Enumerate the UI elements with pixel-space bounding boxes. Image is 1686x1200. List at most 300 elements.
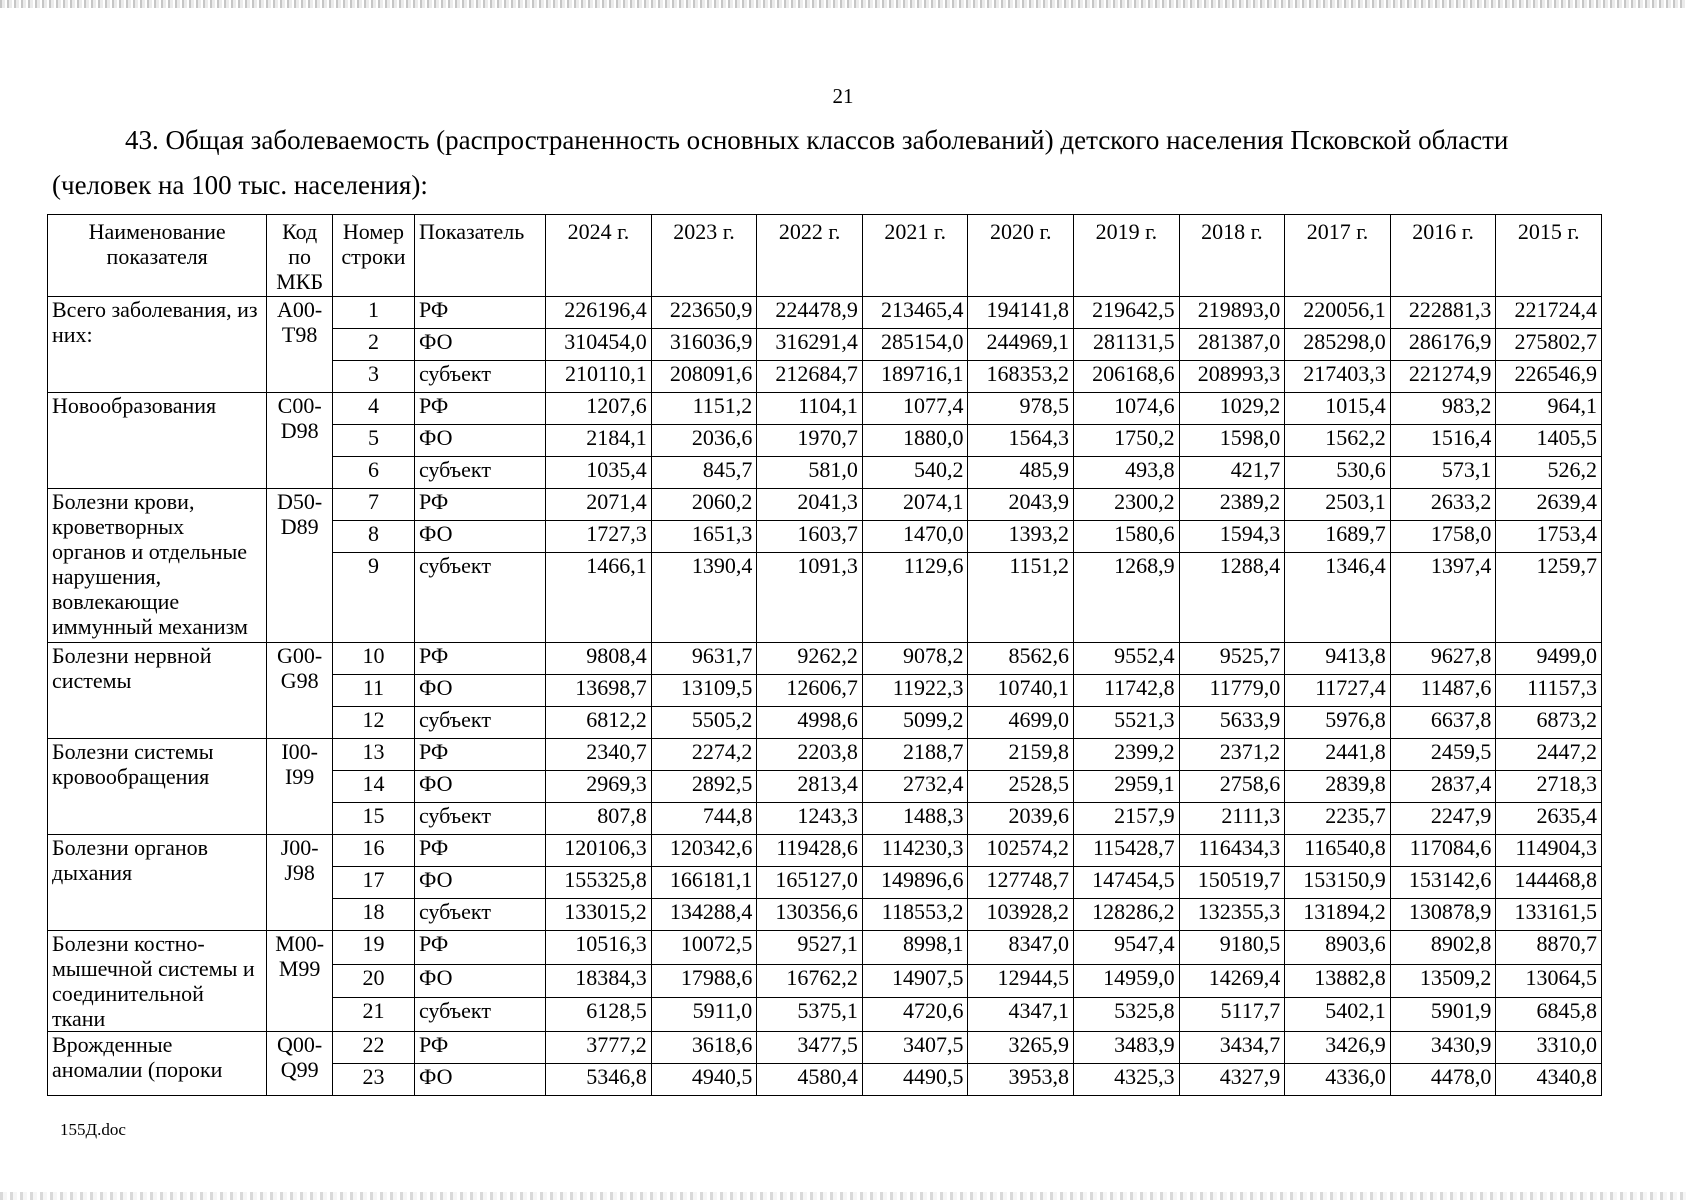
year-value: 5375,1 — [757, 998, 863, 1032]
year-value: 4478,0 — [1390, 1064, 1496, 1096]
year-value: 1466,1 — [546, 553, 652, 643]
year-value: 9547,4 — [1074, 931, 1180, 965]
year-value: 2274,2 — [651, 739, 757, 771]
year-value: 1104,1 — [757, 393, 863, 425]
year-value: 845,7 — [651, 457, 757, 489]
year-value: 1151,2 — [968, 553, 1074, 643]
year-value: 128286,2 — [1074, 899, 1180, 931]
row-number: 23 — [332, 1064, 414, 1096]
year-value: 130356,6 — [757, 899, 863, 931]
year-value: 1035,4 — [546, 457, 652, 489]
year-value: 2633,2 — [1390, 489, 1496, 521]
row-number: 8 — [332, 521, 414, 553]
table-row — [48, 489, 1602, 521]
year-value: 5901,9 — [1390, 998, 1496, 1032]
table-row — [48, 739, 1602, 771]
year-value: 1015,4 — [1285, 393, 1391, 425]
year-value: 117084,6 — [1390, 835, 1496, 867]
year-value: 133015,2 — [546, 899, 652, 931]
year-value: 13064,5 — [1496, 964, 1602, 998]
year-value: 316291,4 — [757, 329, 863, 361]
indicator: ФО — [414, 521, 545, 553]
year-value: 2447,2 — [1496, 739, 1602, 771]
row-number: 19 — [332, 931, 414, 965]
year-value: 12606,7 — [757, 675, 863, 707]
row-number: 3 — [332, 361, 414, 393]
year-value: 281387,0 — [1179, 329, 1285, 361]
year-value: 2837,4 — [1390, 771, 1496, 803]
header-year: 2016 г. — [1390, 215, 1496, 297]
year-value: 4940,5 — [651, 1064, 757, 1096]
year-value: 1288,4 — [1179, 553, 1285, 643]
indicator: РФ — [414, 297, 545, 329]
year-value: 131894,2 — [1285, 899, 1391, 931]
row-number: 11 — [332, 675, 414, 707]
year-value: 14269,4 — [1179, 964, 1285, 998]
morbidity-table — [47, 214, 1602, 1096]
indicator: РФ — [414, 489, 545, 521]
year-value: 275802,7 — [1496, 329, 1602, 361]
year-value: 2188,7 — [862, 739, 968, 771]
year-value: 2639,4 — [1496, 489, 1602, 521]
page-number: 21 — [832, 84, 854, 108]
year-value: 4490,5 — [862, 1064, 968, 1096]
year-value: 114230,3 — [862, 835, 968, 867]
year-value: 8562,6 — [968, 643, 1074, 675]
year-value: 1397,4 — [1390, 553, 1496, 643]
header-year: 2020 г. — [968, 215, 1074, 297]
row-number: 16 — [332, 835, 414, 867]
year-value: 168353,2 — [968, 361, 1074, 393]
year-value: 1346,4 — [1285, 553, 1391, 643]
year-value: 2300,2 — [1074, 489, 1180, 521]
year-value: 2203,8 — [757, 739, 863, 771]
year-value: 4336,0 — [1285, 1064, 1391, 1096]
indicator: ФО — [414, 675, 545, 707]
year-value: 244969,1 — [968, 329, 1074, 361]
year-value: 5911,0 — [651, 998, 757, 1032]
disease-class-name: Болезни системы кровообращения — [48, 739, 267, 835]
header-name: Наименование показателя — [48, 215, 267, 297]
year-value: 1516,4 — [1390, 425, 1496, 457]
year-value: 2959,1 — [1074, 771, 1180, 803]
year-value: 1207,6 — [546, 393, 652, 425]
icd-code: G00-G98 — [267, 643, 333, 739]
header-row-number: Номер строки — [332, 215, 414, 297]
year-value: 2159,8 — [968, 739, 1074, 771]
year-value: 217403,3 — [1285, 361, 1391, 393]
year-value: 10740,1 — [968, 675, 1074, 707]
year-value: 2718,3 — [1496, 771, 1602, 803]
row-number: 10 — [332, 643, 414, 675]
year-value: 1580,6 — [1074, 521, 1180, 553]
year-value: 103928,2 — [968, 899, 1074, 931]
year-value: 1029,2 — [1179, 393, 1285, 425]
year-value: 213465,4 — [862, 297, 968, 329]
year-value: 1753,4 — [1496, 521, 1602, 553]
year-value: 130878,9 — [1390, 899, 1496, 931]
year-value: 2340,7 — [546, 739, 652, 771]
year-value: 114904,3 — [1496, 835, 1602, 867]
year-value: 219893,0 — [1179, 297, 1285, 329]
year-value: 1562,2 — [1285, 425, 1391, 457]
section-heading: 43. Общая заболеваемость (распространенность основных классов заболеваний) детского населения Псковской области (человек на 100 тыс. населения): — [52, 125, 1509, 200]
year-value: 11742,8 — [1074, 675, 1180, 707]
year-value: 153142,6 — [1390, 867, 1496, 899]
indicator: субъект — [414, 707, 545, 739]
year-value: 2969,3 — [546, 771, 652, 803]
year-value: 2039,6 — [968, 803, 1074, 835]
year-value: 530,6 — [1285, 457, 1391, 489]
header-year: 2017 г. — [1285, 215, 1391, 297]
row-number: 5 — [332, 425, 414, 457]
year-value: 206168,6 — [1074, 361, 1180, 393]
table-header-row — [48, 215, 1602, 297]
year-value: 540,2 — [862, 457, 968, 489]
year-value: 744,8 — [651, 803, 757, 835]
year-value: 147454,5 — [1074, 867, 1180, 899]
year-value: 210110,1 — [546, 361, 652, 393]
year-value: 1268,9 — [1074, 553, 1180, 643]
year-value: 310454,0 — [546, 329, 652, 361]
year-value: 421,7 — [1179, 457, 1285, 489]
year-value: 2074,1 — [862, 489, 968, 521]
year-value: 11922,3 — [862, 675, 968, 707]
year-value: 144468,8 — [1496, 867, 1602, 899]
year-value: 153150,9 — [1285, 867, 1391, 899]
row-number: 7 — [332, 489, 414, 521]
year-value: 1393,2 — [968, 521, 1074, 553]
header-year: 2015 г. — [1496, 215, 1602, 297]
indicator: РФ — [414, 643, 545, 675]
table-row — [48, 297, 1602, 329]
year-value: 286176,9 — [1390, 329, 1496, 361]
year-value: 3426,9 — [1285, 1032, 1391, 1064]
year-value: 13698,7 — [546, 675, 652, 707]
year-value: 9627,8 — [1390, 643, 1496, 675]
year-value: 1594,3 — [1179, 521, 1285, 553]
year-value: 1470,0 — [862, 521, 968, 553]
year-value: 5633,9 — [1179, 707, 1285, 739]
year-value: 807,8 — [546, 803, 652, 835]
indicator: ФО — [414, 1064, 545, 1096]
year-value: 8998,1 — [862, 931, 968, 965]
year-value: 1390,4 — [651, 553, 757, 643]
indicator: РФ — [414, 835, 545, 867]
year-value: 12944,5 — [968, 964, 1074, 998]
year-value: 2184,1 — [546, 425, 652, 457]
year-value: 1750,2 — [1074, 425, 1180, 457]
year-value: 485,9 — [968, 457, 1074, 489]
year-value: 6812,2 — [546, 707, 652, 739]
year-value: 285298,0 — [1285, 329, 1391, 361]
disease-class-name: Новообразования — [48, 393, 267, 489]
year-value: 2071,4 — [546, 489, 652, 521]
row-number: 1 — [332, 297, 414, 329]
year-value: 4340,8 — [1496, 1064, 1602, 1096]
year-value: 14959,0 — [1074, 964, 1180, 998]
year-value: 2503,1 — [1285, 489, 1391, 521]
year-value: 194141,8 — [968, 297, 1074, 329]
year-value: 224478,9 — [757, 297, 863, 329]
year-value: 1091,3 — [757, 553, 863, 643]
year-value: 2528,5 — [968, 771, 1074, 803]
indicator: субъект — [414, 361, 545, 393]
year-value: 4720,6 — [862, 998, 968, 1032]
indicator: субъект — [414, 899, 545, 931]
icd-code: A00-T98 — [267, 297, 333, 393]
year-value: 8347,0 — [968, 931, 1074, 965]
year-value: 8870,7 — [1496, 931, 1602, 965]
year-value: 1603,7 — [757, 521, 863, 553]
table-row — [48, 393, 1602, 425]
row-number: 18 — [332, 899, 414, 931]
year-value: 1243,3 — [757, 803, 863, 835]
year-value: 4325,3 — [1074, 1064, 1180, 1096]
indicator: ФО — [414, 964, 545, 998]
year-value: 1651,3 — [651, 521, 757, 553]
year-value: 3953,8 — [968, 1064, 1074, 1096]
year-value: 1488,3 — [862, 803, 968, 835]
year-value: 134288,4 — [651, 899, 757, 931]
year-value: 13109,5 — [651, 675, 757, 707]
year-value: 133161,5 — [1496, 899, 1602, 931]
icd-code: I00-I99 — [267, 739, 333, 835]
year-value: 5117,7 — [1179, 998, 1285, 1032]
year-value: 118553,2 — [862, 899, 968, 931]
year-value: 2043,9 — [968, 489, 1074, 521]
disease-class-name: Болезни органов дыхания — [48, 835, 267, 931]
year-value: 219642,5 — [1074, 297, 1180, 329]
year-value: 165127,0 — [757, 867, 863, 899]
year-value: 11727,4 — [1285, 675, 1391, 707]
icd-code: J00-J98 — [267, 835, 333, 931]
row-number: 14 — [332, 771, 414, 803]
year-value: 983,2 — [1390, 393, 1496, 425]
year-value: 9262,2 — [757, 643, 863, 675]
year-value: 2036,6 — [651, 425, 757, 457]
year-value: 120342,6 — [651, 835, 757, 867]
row-number: 13 — [332, 739, 414, 771]
year-value: 13509,2 — [1390, 964, 1496, 998]
year-value: 8902,8 — [1390, 931, 1496, 965]
year-value: 2758,6 — [1179, 771, 1285, 803]
year-value: 18384,3 — [546, 964, 652, 998]
year-value: 573,1 — [1390, 457, 1496, 489]
header-code: Код по МКБ — [267, 215, 333, 297]
disease-class-name: Врожденные аномалии (пороки — [48, 1032, 267, 1096]
table-row — [48, 931, 1602, 965]
year-value: 132355,3 — [1179, 899, 1285, 931]
year-value: 11157,3 — [1496, 675, 1602, 707]
year-value: 9552,4 — [1074, 643, 1180, 675]
year-value: 2111,3 — [1179, 803, 1285, 835]
year-value: 1970,7 — [757, 425, 863, 457]
year-value: 1564,3 — [968, 425, 1074, 457]
disease-class-name: Болезни нервной системы — [48, 643, 267, 739]
year-value: 1727,3 — [546, 521, 652, 553]
year-value: 285154,0 — [862, 329, 968, 361]
year-value: 2371,2 — [1179, 739, 1285, 771]
year-value: 226546,9 — [1496, 361, 1602, 393]
header-year: 2021 г. — [862, 215, 968, 297]
year-value: 3407,5 — [862, 1032, 968, 1064]
year-value: 3483,9 — [1074, 1032, 1180, 1064]
year-value: 2157,9 — [1074, 803, 1180, 835]
row-number: 2 — [332, 329, 414, 361]
year-value: 9413,8 — [1285, 643, 1391, 675]
year-value: 1598,0 — [1179, 425, 1285, 457]
row-number: 22 — [332, 1032, 414, 1064]
year-value: 8903,6 — [1285, 931, 1391, 965]
year-value: 5521,3 — [1074, 707, 1180, 739]
row-number: 21 — [332, 998, 414, 1032]
year-value: 102574,2 — [968, 835, 1074, 867]
scan-edge-bottom — [0, 1192, 1686, 1200]
year-value: 220056,1 — [1285, 297, 1391, 329]
indicator: ФО — [414, 425, 545, 457]
row-number: 4 — [332, 393, 414, 425]
year-value: 2399,2 — [1074, 739, 1180, 771]
year-value: 1880,0 — [862, 425, 968, 457]
year-value: 116434,3 — [1179, 835, 1285, 867]
year-value: 5976,8 — [1285, 707, 1391, 739]
disease-class-name: Всего заболевания, из них: — [48, 297, 267, 393]
table-body — [48, 297, 1602, 1096]
year-value: 3477,5 — [757, 1032, 863, 1064]
year-value: 2892,5 — [651, 771, 757, 803]
icd-code: Q00-Q99 — [267, 1032, 333, 1096]
year-value: 155325,8 — [546, 867, 652, 899]
year-value: 3265,9 — [968, 1032, 1074, 1064]
year-value: 9180,5 — [1179, 931, 1285, 965]
year-value: 226196,4 — [546, 297, 652, 329]
year-value: 1151,2 — [651, 393, 757, 425]
year-value: 222881,3 — [1390, 297, 1496, 329]
year-value: 3618,6 — [651, 1032, 757, 1064]
indicator: РФ — [414, 931, 545, 965]
year-value: 4580,4 — [757, 1064, 863, 1096]
year-value: 1758,0 — [1390, 521, 1496, 553]
year-value: 1077,4 — [862, 393, 968, 425]
row-number: 6 — [332, 457, 414, 489]
year-value: 116540,8 — [1285, 835, 1391, 867]
year-value: 2839,8 — [1285, 771, 1391, 803]
header-year: 2018 г. — [1179, 215, 1285, 297]
year-value: 4699,0 — [968, 707, 1074, 739]
indicator: субъект — [414, 457, 545, 489]
icd-code: M00-M99 — [267, 931, 333, 1032]
year-value: 3434,7 — [1179, 1032, 1285, 1064]
row-number: 15 — [332, 803, 414, 835]
year-value: 189716,1 — [862, 361, 968, 393]
year-value: 1074,6 — [1074, 393, 1180, 425]
year-value: 2247,9 — [1390, 803, 1496, 835]
year-value: 9078,2 — [862, 643, 968, 675]
year-value: 223650,9 — [651, 297, 757, 329]
year-value: 9808,4 — [546, 643, 652, 675]
disease-class-name: Болезни костно-мышечной системы и соединительной ткани — [48, 931, 267, 1032]
year-value: 5402,1 — [1285, 998, 1391, 1032]
icd-code: C00-D98 — [267, 393, 333, 489]
table-row — [48, 643, 1602, 675]
year-value: 281131,5 — [1074, 329, 1180, 361]
year-value: 1259,7 — [1496, 553, 1602, 643]
year-value: 10072,5 — [651, 931, 757, 965]
year-value: 6637,8 — [1390, 707, 1496, 739]
icd-code: D50-D89 — [267, 489, 333, 643]
indicator: РФ — [414, 393, 545, 425]
indicator: ФО — [414, 329, 545, 361]
year-value: 2813,4 — [757, 771, 863, 803]
year-value: 120106,3 — [546, 835, 652, 867]
year-value: 2459,5 — [1390, 739, 1496, 771]
year-value: 11487,6 — [1390, 675, 1496, 707]
year-value: 119428,6 — [757, 835, 863, 867]
row-number: 20 — [332, 964, 414, 998]
header-year: 2024 г. — [546, 215, 652, 297]
year-value: 2235,7 — [1285, 803, 1391, 835]
year-value: 2635,4 — [1496, 803, 1602, 835]
year-value: 6128,5 — [546, 998, 652, 1032]
row-number: 9 — [332, 553, 414, 643]
year-value: 10516,3 — [546, 931, 652, 965]
indicator: ФО — [414, 771, 545, 803]
year-value: 964,1 — [1496, 393, 1602, 425]
year-value: 2041,3 — [757, 489, 863, 521]
year-value: 5346,8 — [546, 1064, 652, 1096]
header-year: 2023 г. — [651, 215, 757, 297]
year-value: 978,5 — [968, 393, 1074, 425]
year-value: 115428,7 — [1074, 835, 1180, 867]
footer-filename: 155Д.doc — [60, 1120, 126, 1139]
year-value: 5505,2 — [651, 707, 757, 739]
table-row — [48, 1032, 1602, 1064]
year-value: 11779,0 — [1179, 675, 1285, 707]
indicator: ФО — [414, 867, 545, 899]
table-row — [48, 835, 1602, 867]
indicator: РФ — [414, 1032, 545, 1064]
year-value: 6845,8 — [1496, 998, 1602, 1032]
indicator: субъект — [414, 553, 545, 643]
year-value: 17988,6 — [651, 964, 757, 998]
row-number: 12 — [332, 707, 414, 739]
year-value: 212684,7 — [757, 361, 863, 393]
year-value: 127748,7 — [968, 867, 1074, 899]
year-value: 1405,5 — [1496, 425, 1602, 457]
year-value: 149896,6 — [862, 867, 968, 899]
year-value: 2732,4 — [862, 771, 968, 803]
year-value: 1689,7 — [1285, 521, 1391, 553]
year-value: 493,8 — [1074, 457, 1180, 489]
year-value: 16762,2 — [757, 964, 863, 998]
year-value: 208993,3 — [1179, 361, 1285, 393]
year-value: 150519,7 — [1179, 867, 1285, 899]
year-value: 221274,9 — [1390, 361, 1496, 393]
year-value: 221724,4 — [1496, 297, 1602, 329]
year-value: 4998,6 — [757, 707, 863, 739]
year-value: 2389,2 — [1179, 489, 1285, 521]
year-value: 6873,2 — [1496, 707, 1602, 739]
header-indicator: Показатель — [414, 215, 545, 297]
year-value: 581,0 — [757, 457, 863, 489]
indicator: субъект — [414, 998, 545, 1032]
year-value: 9499,0 — [1496, 643, 1602, 675]
year-value: 526,2 — [1496, 457, 1602, 489]
year-value: 2441,8 — [1285, 739, 1391, 771]
year-value: 208091,6 — [651, 361, 757, 393]
disease-class-name: Болезни крови, кроветворных органов и отдельные нарушения, вовлекающие иммунный механизм — [48, 489, 267, 643]
